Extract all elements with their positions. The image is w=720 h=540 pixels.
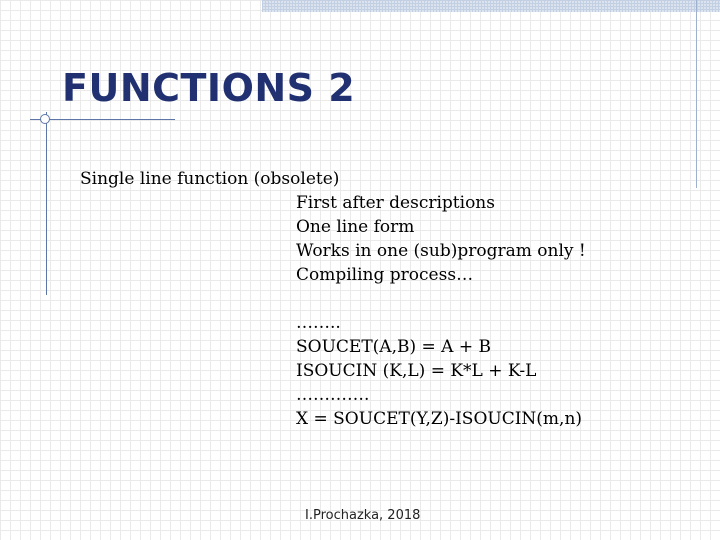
slide-title: FUNCTIONS 2 [62,66,356,110]
bullet-line: Works in one (sub)program only ! [296,241,586,261]
code-line: ISOUCIN (K,L) = K*L + K-L [296,361,537,381]
bullet-line: One line form [296,217,415,237]
title-underline [30,119,175,120]
bullet-line: Compiling process… [296,265,474,285]
code-line: …………. [296,385,370,405]
right-decorative-line [696,0,697,188]
code-line: SOUCET(A,B) = A + B [296,337,491,357]
left-vertical-rule [46,112,47,295]
code-line: …….. [296,313,341,333]
top-decorative-band [262,0,720,12]
footer-author: I.Prochazka, 2018 [305,508,421,523]
bullet-line: First after descriptions [296,193,495,213]
subtitle-line: Single line function (obsolete) [80,169,340,189]
code-line: X = SOUCET(Y,Z)-ISOUCIN(m,n) [296,409,583,429]
rule-junction-circle [40,114,50,124]
